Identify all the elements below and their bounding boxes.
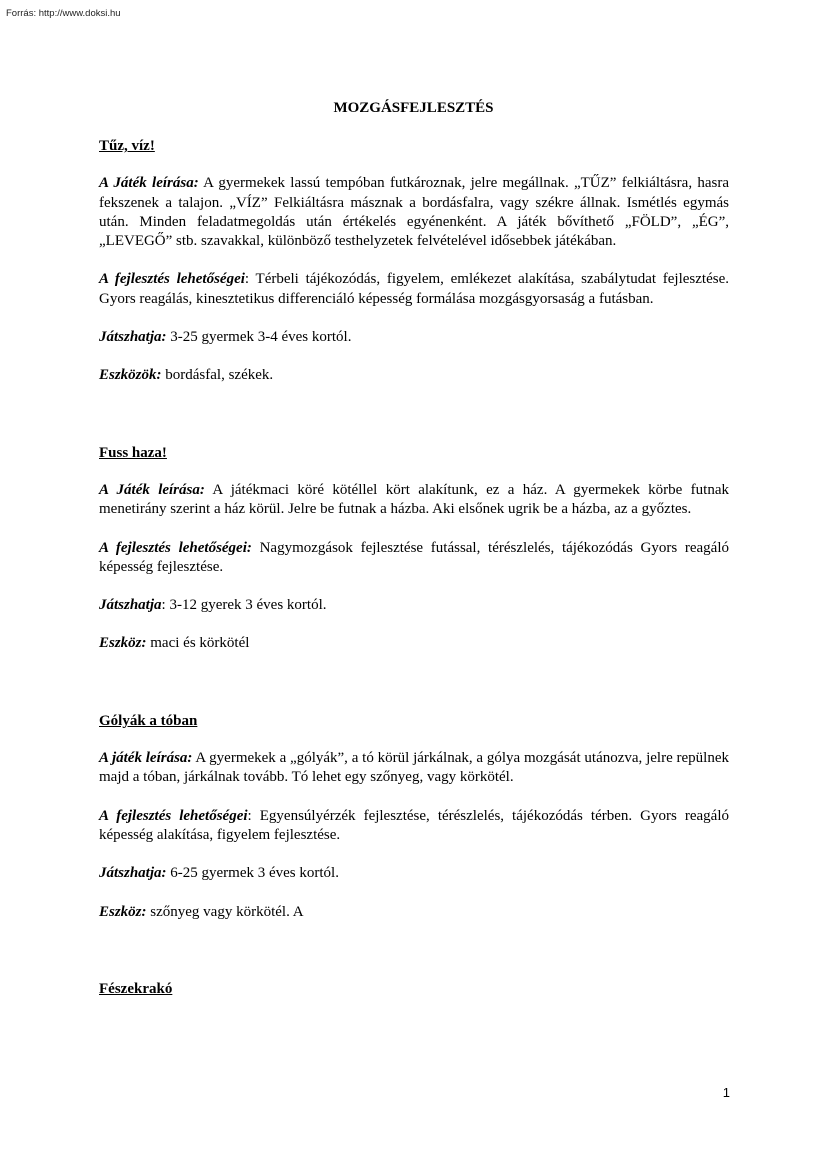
- tools-text: szőnyeg vagy körkötél. A: [146, 903, 304, 920]
- description-label: A játék leírása:: [99, 750, 193, 767]
- players-paragraph: [99, 864, 729, 883]
- description-text: A gyermekek a „gólyák”, a tó körül járkálnak, a gólya mozgását utánozva, jelre repülnek majd a tóban, járkálnak tovább. Tó lehet egy szőnyeg, vagy körkötél.: [99, 750, 729, 786]
- tools-label: Eszköz:: [99, 903, 147, 920]
- players-label: Játszhatja: [99, 597, 162, 614]
- players-label: Játszhatja:: [99, 865, 167, 882]
- development-paragraph: [99, 539, 729, 578]
- next-game-title: Fészekrakó: [99, 980, 173, 997]
- players-paragraph: [99, 328, 729, 347]
- game-title: Fuss haza!: [99, 444, 167, 461]
- development-paragraph: [99, 807, 729, 846]
- players-text: 3-25 gyermek 3-4 éves kortól.: [166, 329, 352, 346]
- document-title: MOZGÁSFEJLESZTÉS: [333, 100, 494, 116]
- development-text: Nagymozgások fejlesztése futással, térészlelés, tájékozódás Gyors reagáló képesség fejlesztése.: [99, 539, 729, 575]
- description-text: A gyermekek lassú tempóban futkároznak, jelre megállnak. „TŰZ” felkiáltásra, hasra fekszenek a talajon. „VÍZ” Felkiáltásra másznak a bordásfalra, vagy székre állnak. Ismétlés egymás után. Minden feladatmegoldás után értékelés egyénenként. A játék bővíthető „FÖLD”, „ÉG”, „LEVEGŐ” stb. szavakkal, különböző testhelyzetek felvételével idősebbek játékában.: [99, 175, 729, 250]
- development-text: : Térbeli tájékozódás, figyelem, emlékezet alakítása, szabálytudat fejlesztése. Gyors reagálás, kinesztetikus differenciáló képesség formálása mozgásgyorsaság a futásban.: [99, 271, 729, 307]
- source-header: Forrás: http://www.doksi.hu: [6, 8, 121, 19]
- tools-paragraph: [99, 903, 729, 922]
- game-section: [99, 712, 729, 922]
- document-body: [99, 137, 729, 1017]
- game-section: [99, 137, 729, 386]
- description-text: A játékmaci köré kötéllel kört alakítunk, ez a ház. A gyermekek körbe futnak menetirány szerint a ház körül. Jelre be futnak a házba. Aki elsőnek ugrik be a házba, az a győztes.: [99, 481, 729, 518]
- description-label: A Játék leírása:: [99, 175, 199, 192]
- players-text: 6-25 gyermek 3 éves kortól.: [166, 865, 339, 882]
- development-text: : Egyensúlyérzék fejlesztése, térészlelés, tájékozódás térben. Gyors reagáló képesség alakítása, figyelem fejlesztése.: [99, 807, 729, 843]
- development-label: A fejlesztés lehetőségei: [99, 271, 245, 288]
- description-label: A Játék leírása:: [99, 481, 205, 498]
- development-label: A fejlesztés lehetőségei: [99, 807, 248, 824]
- tools-label: Eszköz:: [99, 635, 147, 652]
- development-label: A fejlesztés lehetőségei:: [99, 539, 252, 556]
- tools-label: Eszközök:: [99, 367, 162, 384]
- game-description: [99, 481, 729, 520]
- section-spacer: [99, 405, 729, 444]
- page-number: 1: [722, 1085, 730, 1100]
- section-spacer: [99, 941, 729, 980]
- players-text: : 3-12 gyerek 3 éves kortól.: [161, 597, 327, 614]
- development-paragraph: [99, 270, 729, 309]
- section-spacer: [99, 673, 729, 712]
- tools-text: maci és körkötél: [146, 635, 250, 652]
- players-label: Játszhatja:: [99, 329, 167, 346]
- game-description: [99, 749, 729, 788]
- game-description: [99, 174, 729, 251]
- game-title: Gólyák a tóban: [99, 712, 198, 729]
- game-title: Tűz, víz!: [99, 138, 155, 154]
- tools-paragraph: [99, 366, 729, 385]
- players-paragraph: [99, 596, 729, 615]
- game-section: [99, 444, 729, 654]
- tools-text: bordásfal, székek.: [161, 367, 274, 384]
- tools-paragraph: [99, 634, 729, 653]
